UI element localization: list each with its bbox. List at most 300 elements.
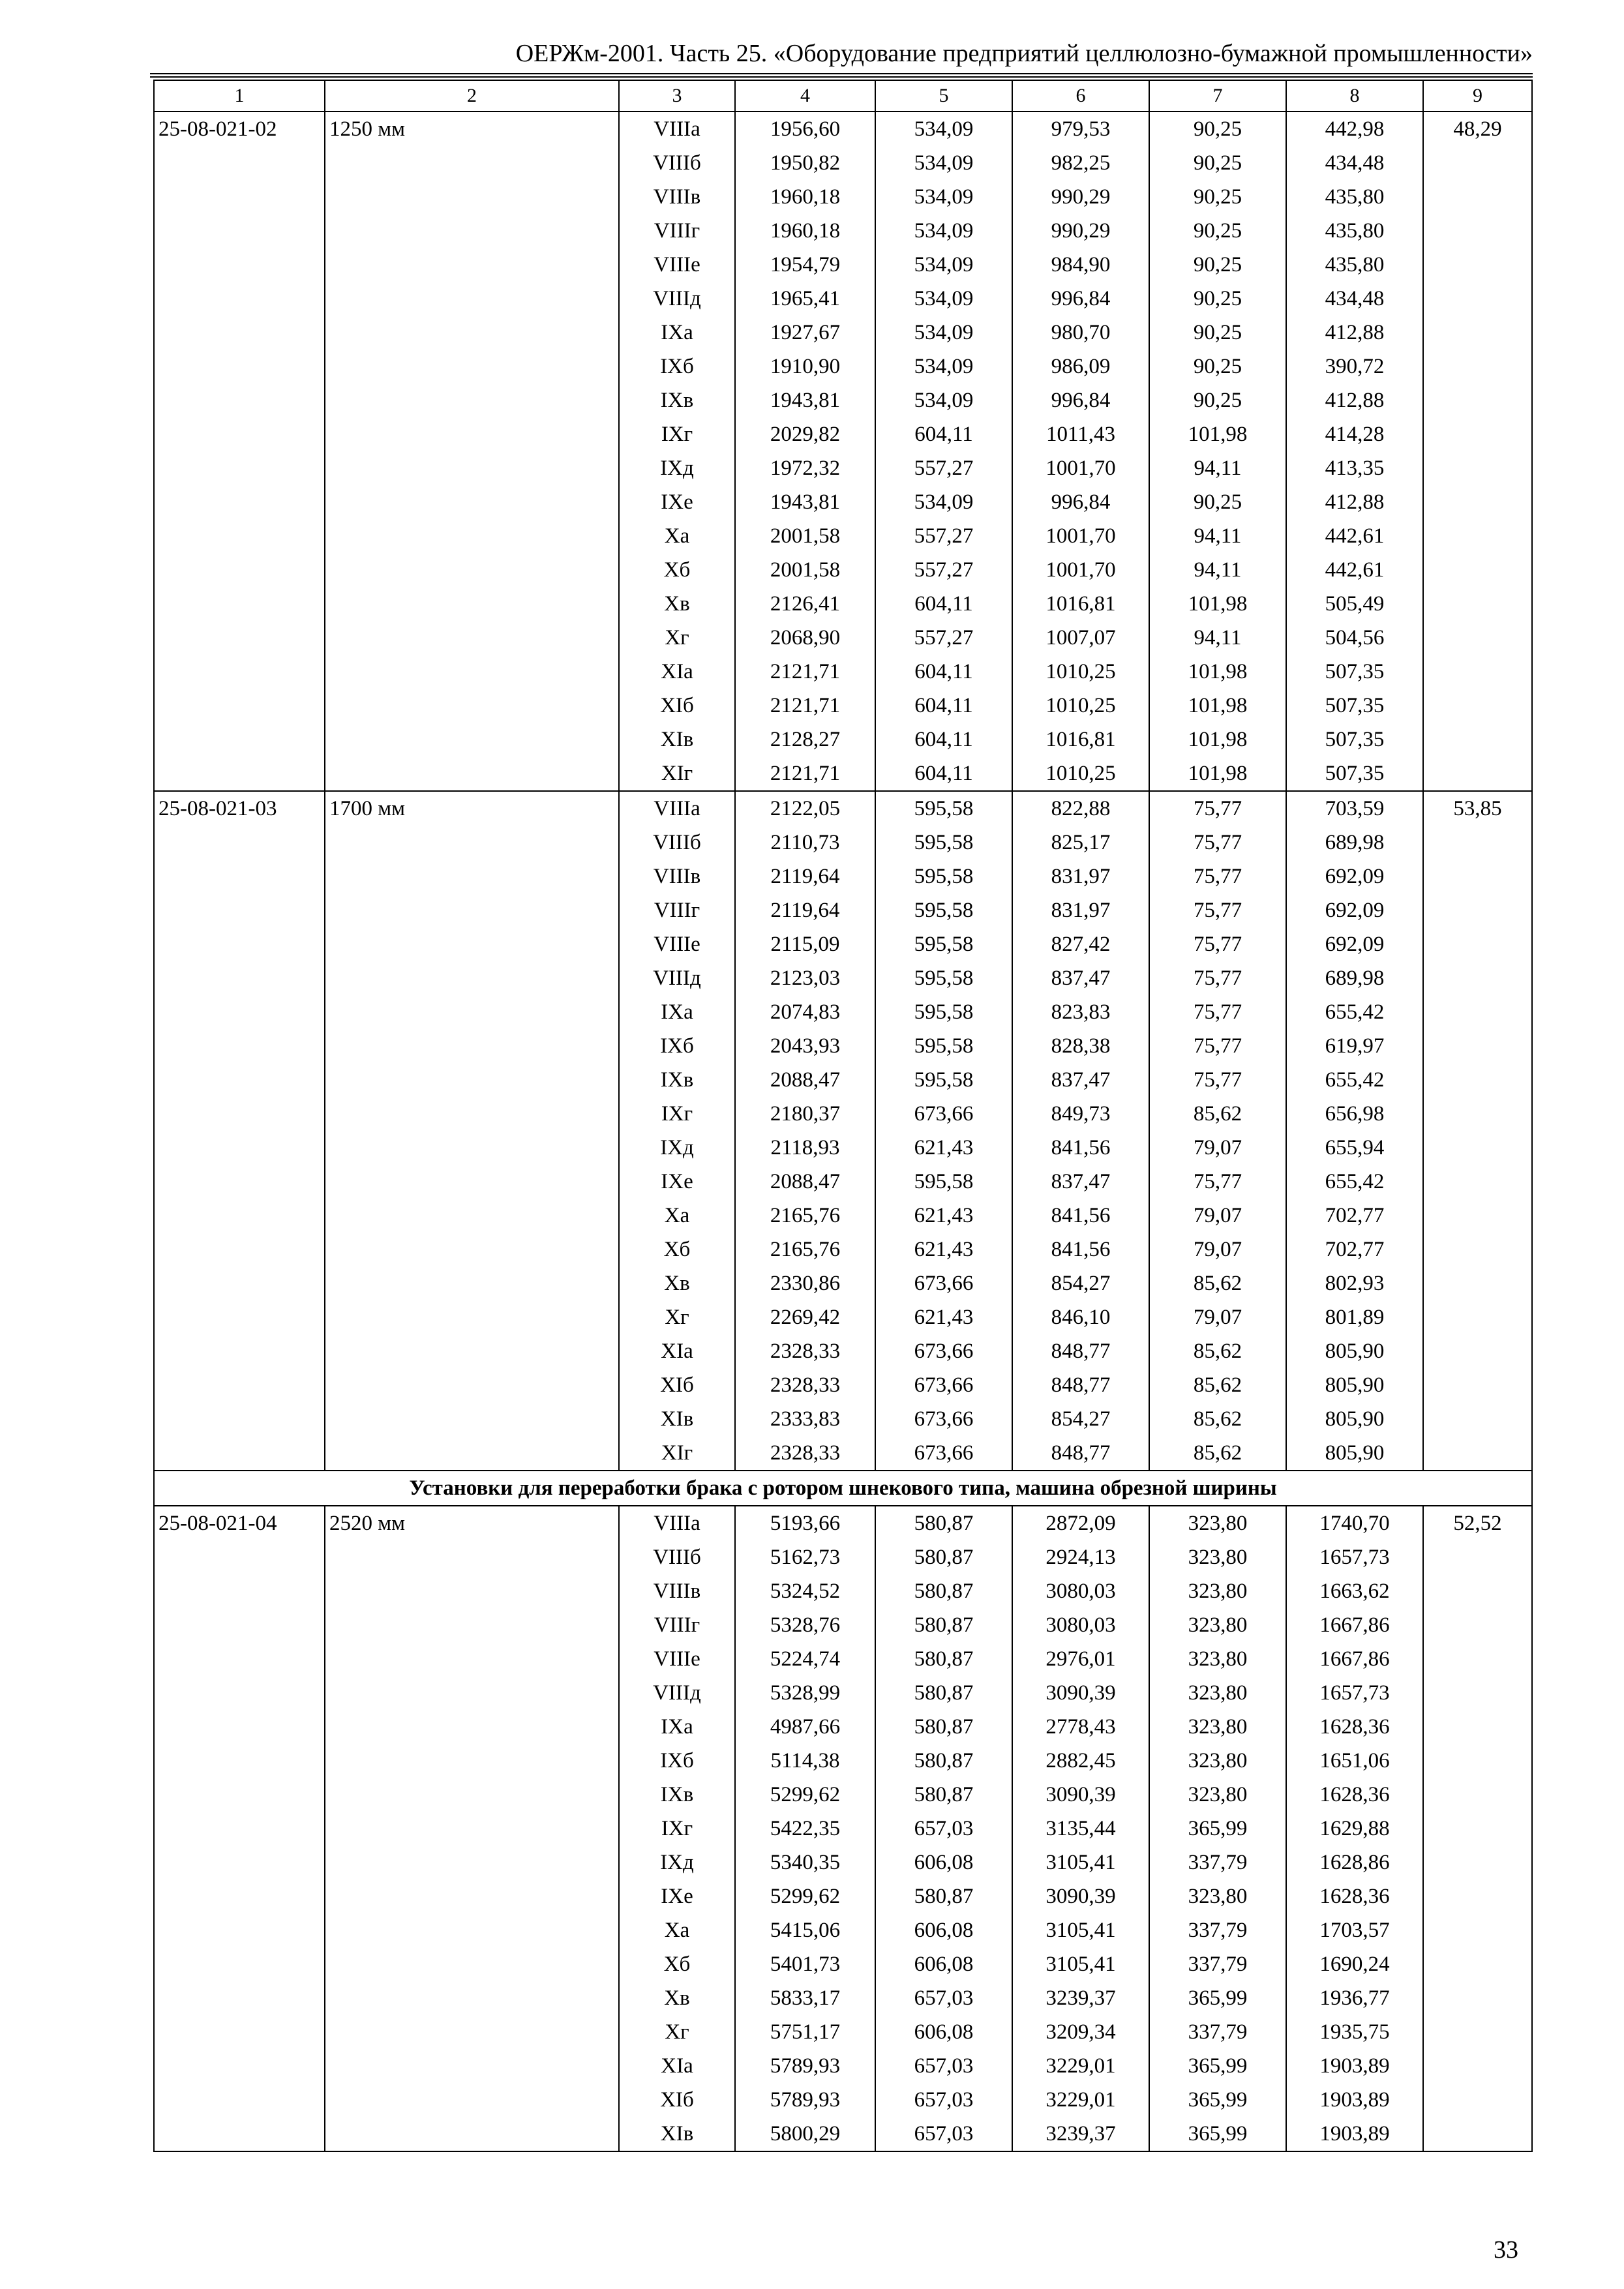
value-cell: 619,97	[1286, 1029, 1423, 1063]
value-cell: 1651,06	[1286, 1744, 1423, 1778]
col9-cell	[1423, 961, 1532, 995]
value-cell: 323,80	[1149, 1506, 1286, 1540]
value-cell: 3239,37	[1012, 1981, 1149, 2015]
value-cell: 689,98	[1286, 826, 1423, 860]
value-cell: 801,89	[1286, 1300, 1423, 1334]
name-cell	[325, 1846, 619, 1879]
value-cell: 1903,89	[1286, 2083, 1423, 2117]
value-cell: IXв	[619, 383, 735, 417]
value-cell: 323,80	[1149, 1879, 1286, 1913]
value-cell: 673,66	[875, 1436, 1012, 1471]
code-cell	[154, 1812, 325, 1846]
table-row	[154, 2117, 1532, 2151]
value-cell: 5789,93	[735, 2083, 875, 2117]
col9-cell	[1423, 1436, 1532, 1471]
value-cell: 2778,43	[1012, 1710, 1149, 1744]
value-cell: 2165,76	[735, 1199, 875, 1233]
name-cell	[325, 621, 619, 655]
value-cell: 2121,71	[735, 756, 875, 791]
code-cell	[154, 893, 325, 927]
col9-cell	[1423, 2015, 1532, 2049]
value-cell: 2088,47	[735, 1165, 875, 1199]
code-cell	[154, 1097, 325, 1131]
value-cell: 5324,52	[735, 1574, 875, 1608]
column-number: 8	[1286, 80, 1423, 112]
col9-cell: 53,85	[1423, 791, 1532, 826]
value-cell: 1972,32	[735, 451, 875, 485]
value-cell: IXа	[619, 316, 735, 350]
table-row	[154, 1097, 1532, 1131]
value-cell: IXд	[619, 1846, 735, 1879]
value-cell: 5340,35	[735, 1846, 875, 1879]
value-cell: XIа	[619, 655, 735, 689]
value-cell: 1960,18	[735, 214, 875, 248]
value-cell: 828,38	[1012, 1029, 1149, 1063]
value-cell: 595,58	[875, 927, 1012, 961]
name-cell	[325, 1436, 619, 1471]
col9-cell	[1423, 1266, 1532, 1300]
col9-cell	[1423, 1676, 1532, 1710]
name-cell	[325, 1540, 619, 1574]
col9-cell	[1423, 1131, 1532, 1165]
value-cell: 831,97	[1012, 860, 1149, 893]
value-cell: 534,09	[875, 485, 1012, 519]
table-row	[154, 248, 1532, 282]
value-cell: 2118,93	[735, 1131, 875, 1165]
value-cell: 2180,37	[735, 1097, 875, 1131]
table-row	[154, 485, 1532, 519]
value-cell: 3105,41	[1012, 1846, 1149, 1879]
value-cell: 75,77	[1149, 1029, 1286, 1063]
table-row	[154, 417, 1532, 451]
value-cell: 621,43	[875, 1233, 1012, 1266]
col9-cell	[1423, 756, 1532, 791]
table-row	[154, 1165, 1532, 1199]
value-cell: 90,25	[1149, 350, 1286, 383]
value-cell: 986,09	[1012, 350, 1149, 383]
value-cell: 2001,58	[735, 519, 875, 553]
section-heading: Установки для переработки брака с ротором шнекового типа, машина обрезной ширины	[154, 1471, 1532, 1506]
value-cell: Xб	[619, 1947, 735, 1981]
value-cell: 101,98	[1149, 689, 1286, 723]
value-cell: 90,25	[1149, 282, 1286, 316]
value-cell: 101,98	[1149, 655, 1286, 689]
table-row	[154, 451, 1532, 485]
value-cell: VIIIа	[619, 1506, 735, 1540]
value-cell: 3090,39	[1012, 1676, 1149, 1710]
value-cell: 1943,81	[735, 383, 875, 417]
name-cell	[325, 519, 619, 553]
value-cell: 323,80	[1149, 1642, 1286, 1676]
table-row	[154, 689, 1532, 723]
value-cell: 1703,57	[1286, 1913, 1423, 1947]
name-cell	[325, 826, 619, 860]
col9-cell	[1423, 689, 1532, 723]
value-cell: XIб	[619, 689, 735, 723]
value-cell: 854,27	[1012, 1402, 1149, 1436]
value-cell: 1910,90	[735, 350, 875, 383]
value-cell: 412,88	[1286, 485, 1423, 519]
value-cell: 805,90	[1286, 1402, 1423, 1436]
value-cell: 580,87	[875, 1676, 1012, 1710]
value-cell: 2088,47	[735, 1063, 875, 1097]
table-row	[154, 1199, 1532, 1233]
name-cell	[325, 756, 619, 791]
table-row	[154, 2049, 1532, 2083]
code-cell	[154, 553, 325, 587]
value-cell: 323,80	[1149, 1710, 1286, 1744]
value-cell: 337,79	[1149, 1846, 1286, 1879]
table-row	[154, 350, 1532, 383]
name-cell	[325, 1029, 619, 1063]
value-cell: 90,25	[1149, 316, 1286, 350]
value-cell: 75,77	[1149, 927, 1286, 961]
name-cell	[325, 485, 619, 519]
col9-cell	[1423, 1334, 1532, 1368]
col9-cell	[1423, 2117, 1532, 2151]
value-cell: 101,98	[1149, 756, 1286, 791]
table-row	[154, 655, 1532, 689]
value-cell: 534,09	[875, 248, 1012, 282]
table-row	[154, 893, 1532, 927]
value-cell: 825,17	[1012, 826, 1149, 860]
code-cell	[154, 2117, 325, 2151]
name-cell	[325, 1233, 619, 1266]
value-cell: 75,77	[1149, 995, 1286, 1029]
value-cell: 831,97	[1012, 893, 1149, 927]
value-cell: 2122,05	[735, 791, 875, 826]
value-cell: 1001,70	[1012, 519, 1149, 553]
name-cell	[325, 1913, 619, 1947]
value-cell: 79,07	[1149, 1300, 1286, 1334]
col9-cell	[1423, 723, 1532, 756]
value-cell: 79,07	[1149, 1233, 1286, 1266]
value-cell: 85,62	[1149, 1368, 1286, 1402]
value-cell: VIIIг	[619, 1608, 735, 1642]
col9-cell	[1423, 1233, 1532, 1266]
value-cell: 702,77	[1286, 1199, 1423, 1233]
value-cell: 2333,83	[735, 1402, 875, 1436]
value-cell: 805,90	[1286, 1436, 1423, 1471]
value-cell: Xб	[619, 1233, 735, 1266]
code-cell	[154, 2083, 325, 2117]
name-cell	[325, 1199, 619, 1233]
col9-cell	[1423, 621, 1532, 655]
value-cell: 94,11	[1149, 621, 1286, 655]
value-cell: 673,66	[875, 1097, 1012, 1131]
value-cell: IXе	[619, 1165, 735, 1199]
table-row	[154, 2083, 1532, 2117]
value-cell: 90,25	[1149, 146, 1286, 180]
name-cell: 2520 мм	[325, 1506, 619, 1540]
value-cell: 841,56	[1012, 1199, 1149, 1233]
value-cell: Xг	[619, 2015, 735, 2049]
value-cell: IXа	[619, 1710, 735, 1744]
value-cell: 2328,33	[735, 1436, 875, 1471]
value-cell: 4987,66	[735, 1710, 875, 1744]
value-cell: 323,80	[1149, 1744, 1286, 1778]
col9-cell	[1423, 1097, 1532, 1131]
col9-cell	[1423, 1879, 1532, 1913]
code-cell	[154, 723, 325, 756]
table-row	[154, 1506, 1532, 1540]
value-cell: 557,27	[875, 451, 1012, 485]
table-row	[154, 553, 1532, 587]
value-cell: 323,80	[1149, 1778, 1286, 1812]
value-cell: 996,84	[1012, 282, 1149, 316]
value-cell: 365,99	[1149, 2117, 1286, 2151]
table-row	[154, 1778, 1532, 1812]
value-cell: IXа	[619, 995, 735, 1029]
value-cell: 604,11	[875, 417, 1012, 451]
value-cell: 595,58	[875, 791, 1012, 826]
table-row	[154, 1300, 1532, 1334]
value-cell: 323,80	[1149, 1676, 1286, 1710]
page-header: ОЕРЖм-2001. Часть 25. «Оборудование предприятий целлюлозно-бумажной промышленности»	[515, 40, 1533, 67]
value-cell: 1628,36	[1286, 1778, 1423, 1812]
value-cell: VIIIа	[619, 791, 735, 826]
value-cell: 337,79	[1149, 2015, 1286, 2049]
code-cell	[154, 1199, 325, 1233]
value-cell: 5299,62	[735, 1879, 875, 1913]
name-cell	[325, 1097, 619, 1131]
value-cell: Xв	[619, 587, 735, 621]
name-cell	[325, 655, 619, 689]
value-cell: 657,03	[875, 2083, 1012, 2117]
value-cell: 1956,60	[735, 112, 875, 146]
code-cell	[154, 860, 325, 893]
name-cell	[325, 1947, 619, 1981]
col9-cell	[1423, 1300, 1532, 1334]
value-cell: 5328,99	[735, 1676, 875, 1710]
value-cell: IXв	[619, 1778, 735, 1812]
value-cell: 1690,24	[1286, 1947, 1423, 1981]
name-cell	[325, 316, 619, 350]
value-cell: 1001,70	[1012, 451, 1149, 485]
value-cell: XIг	[619, 756, 735, 791]
value-cell: 805,90	[1286, 1334, 1423, 1368]
value-cell: 94,11	[1149, 451, 1286, 485]
value-cell: 848,77	[1012, 1436, 1149, 1471]
value-cell: 90,25	[1149, 180, 1286, 214]
value-cell: 2328,33	[735, 1334, 875, 1368]
code-cell	[154, 1266, 325, 1300]
table-row	[154, 1812, 1532, 1846]
value-cell: VIIIв	[619, 180, 735, 214]
value-cell: 5299,62	[735, 1778, 875, 1812]
value-cell: 673,66	[875, 1402, 1012, 1436]
value-cell: 434,48	[1286, 282, 1423, 316]
value-cell: 595,58	[875, 860, 1012, 893]
value-cell: VIIIа	[619, 112, 735, 146]
col9-cell	[1423, 1540, 1532, 1574]
value-cell: 1950,82	[735, 146, 875, 180]
col9-cell	[1423, 180, 1532, 214]
value-cell: 2126,41	[735, 587, 875, 621]
value-cell: 689,98	[1286, 961, 1423, 995]
code-cell	[154, 1642, 325, 1676]
name-cell	[325, 1368, 619, 1402]
table-row	[154, 316, 1532, 350]
code-cell: 25-08-021-02	[154, 112, 325, 146]
table-row	[154, 1947, 1532, 1981]
value-cell: 85,62	[1149, 1334, 1286, 1368]
column-numbers-row	[154, 80, 1532, 112]
name-cell	[325, 2049, 619, 2083]
value-cell: IXб	[619, 1029, 735, 1063]
value-cell: 90,25	[1149, 214, 1286, 248]
value-cell: 837,47	[1012, 961, 1149, 995]
value-cell: 2269,42	[735, 1300, 875, 1334]
table-row	[154, 1676, 1532, 1710]
value-cell: 2328,33	[735, 1368, 875, 1402]
col9-cell	[1423, 519, 1532, 553]
code-cell	[154, 1608, 325, 1642]
value-cell: 2119,64	[735, 893, 875, 927]
value-cell: 2924,13	[1012, 1540, 1149, 1574]
code-cell	[154, 1846, 325, 1879]
value-cell: VIIIе	[619, 248, 735, 282]
value-cell: 323,80	[1149, 1540, 1286, 1574]
column-number: 9	[1423, 80, 1532, 112]
col9-cell	[1423, 2083, 1532, 2117]
name-cell	[325, 2117, 619, 2151]
name-cell	[325, 1334, 619, 1368]
col9-cell	[1423, 282, 1532, 316]
col9-cell	[1423, 995, 1532, 1029]
name-cell	[325, 723, 619, 756]
column-number: 5	[875, 80, 1012, 112]
value-cell: 3229,01	[1012, 2083, 1149, 2117]
value-cell: 85,62	[1149, 1097, 1286, 1131]
value-cell: 557,27	[875, 621, 1012, 655]
name-cell	[325, 1266, 619, 1300]
table-row	[154, 146, 1532, 180]
value-cell: 1010,25	[1012, 756, 1149, 791]
table-row	[154, 961, 1532, 995]
value-cell: 1663,62	[1286, 1574, 1423, 1608]
value-cell: 534,09	[875, 383, 1012, 417]
value-cell: 657,03	[875, 1981, 1012, 2015]
value-cell: 85,62	[1149, 1266, 1286, 1300]
col9-cell	[1423, 1947, 1532, 1981]
table-row	[154, 1981, 1532, 2015]
value-cell: 595,58	[875, 1029, 1012, 1063]
value-cell: 657,03	[875, 1812, 1012, 1846]
table-row	[154, 1710, 1532, 1744]
value-cell: 837,47	[1012, 1063, 1149, 1097]
value-cell: Xг	[619, 1300, 735, 1334]
value-cell: IXе	[619, 485, 735, 519]
value-cell: 2121,71	[735, 655, 875, 689]
value-cell: 1629,88	[1286, 1812, 1423, 1846]
name-cell	[325, 1710, 619, 1744]
value-cell: 984,90	[1012, 248, 1149, 282]
table-row	[154, 519, 1532, 553]
value-cell: 595,58	[875, 1063, 1012, 1097]
value-cell: 85,62	[1149, 1436, 1286, 1471]
name-cell: 1700 мм	[325, 791, 619, 826]
value-cell: 2882,45	[1012, 1744, 1149, 1778]
value-cell: 580,87	[875, 1608, 1012, 1642]
value-cell: 365,99	[1149, 2083, 1286, 2117]
value-cell: 101,98	[1149, 723, 1286, 756]
value-cell: 841,56	[1012, 1131, 1149, 1165]
table-row	[154, 2015, 1532, 2049]
name-cell	[325, 1608, 619, 1642]
value-cell: 75,77	[1149, 1063, 1286, 1097]
code-cell	[154, 961, 325, 995]
table-row	[154, 1913, 1532, 1947]
value-cell: 5114,38	[735, 1744, 875, 1778]
col9-cell	[1423, 1642, 1532, 1676]
table-row	[154, 1368, 1532, 1402]
value-cell: 337,79	[1149, 1913, 1286, 1947]
value-cell: 655,42	[1286, 995, 1423, 1029]
table-row	[154, 1131, 1532, 1165]
col9-cell	[1423, 553, 1532, 587]
code-cell	[154, 350, 325, 383]
value-cell: 802,93	[1286, 1266, 1423, 1300]
code-cell	[154, 1574, 325, 1608]
name-cell	[325, 1165, 619, 1199]
value-cell: 1001,70	[1012, 553, 1149, 587]
col9-cell	[1423, 1608, 1532, 1642]
value-cell: 1628,86	[1286, 1846, 1423, 1879]
value-cell: 1903,89	[1286, 2117, 1423, 2151]
value-cell: 595,58	[875, 826, 1012, 860]
value-cell: XIв	[619, 723, 735, 756]
value-cell: 90,25	[1149, 485, 1286, 519]
value-cell: 580,87	[875, 1744, 1012, 1778]
col9-cell: 52,52	[1423, 1506, 1532, 1540]
name-cell	[325, 417, 619, 451]
value-cell: 1927,67	[735, 316, 875, 350]
value-cell: 434,48	[1286, 146, 1423, 180]
code-cell	[154, 417, 325, 451]
value-cell: 3090,39	[1012, 1778, 1149, 1812]
column-number: 1	[154, 80, 325, 112]
code-cell	[154, 1436, 325, 1471]
col9-cell	[1423, 927, 1532, 961]
value-cell: XIв	[619, 1402, 735, 1436]
col9-cell	[1423, 1165, 1532, 1199]
value-cell: 1960,18	[735, 180, 875, 214]
value-cell: 703,59	[1286, 791, 1423, 826]
value-cell: 507,35	[1286, 689, 1423, 723]
value-cell: 604,11	[875, 655, 1012, 689]
value-cell: 323,80	[1149, 1574, 1286, 1608]
value-cell: 3090,39	[1012, 1879, 1149, 1913]
value-cell: XIа	[619, 1334, 735, 1368]
col9-cell	[1423, 1029, 1532, 1063]
code-cell	[154, 1981, 325, 2015]
value-cell: XIб	[619, 2083, 735, 2117]
code-cell: 25-08-021-04	[154, 1506, 325, 1540]
value-cell: 5833,17	[735, 1981, 875, 2015]
value-cell: XIб	[619, 1368, 735, 1402]
table-row	[154, 791, 1532, 826]
value-cell: 5224,74	[735, 1642, 875, 1676]
value-cell: 5800,29	[735, 2117, 875, 2151]
name-cell	[325, 689, 619, 723]
value-cell: 3135,44	[1012, 1812, 1149, 1846]
code-cell	[154, 826, 325, 860]
value-cell: 90,25	[1149, 383, 1286, 417]
name-cell	[325, 1778, 619, 1812]
value-cell: 442,98	[1286, 112, 1423, 146]
table-row	[154, 756, 1532, 791]
